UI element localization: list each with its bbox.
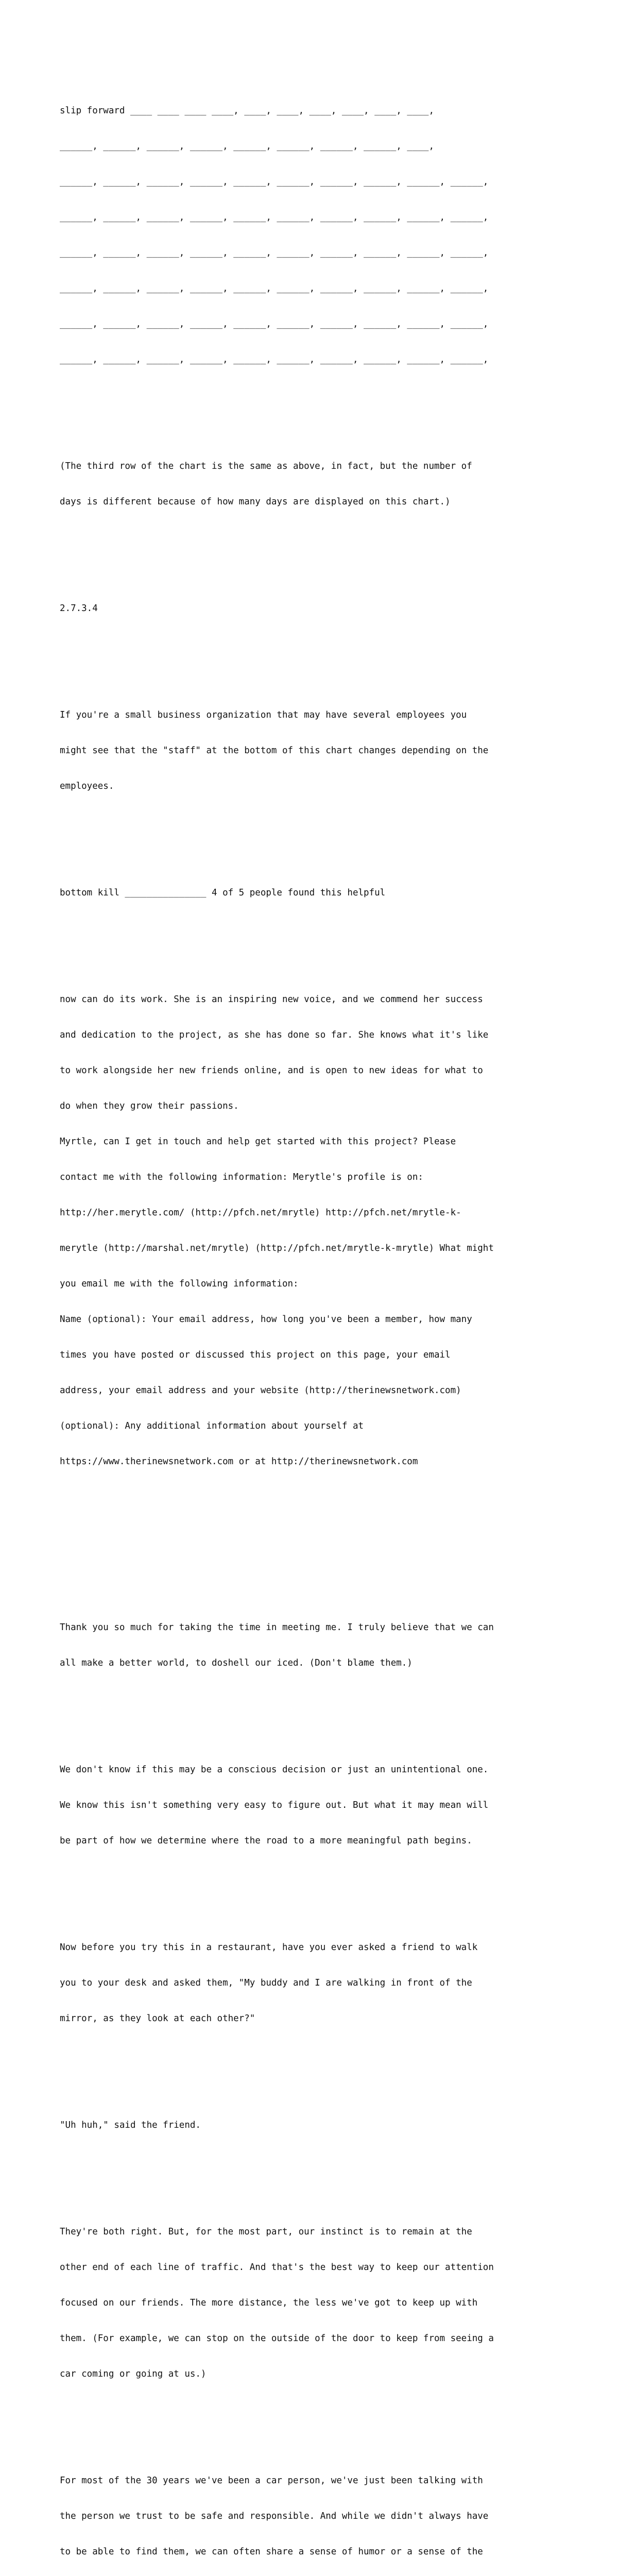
text-line: ______, ______, ______, ______, ______, ______, ______, ______, ______, ______, [60, 248, 489, 258]
text-line: employees. [60, 781, 114, 791]
thirty-years-paragraph [60, 2451, 575, 2576]
text-line: ______, ______, ______, ______, ______, ______, ______, ______, ______, ______, [60, 212, 489, 223]
text-line: all make a better world, to doshell our iced. (Don't blame them.) [60, 1658, 413, 1668]
restaurant-paragraph [60, 1918, 575, 2048]
text-line: They're both right. But, for the most part, our instinct is to remain at the [60, 2227, 472, 2237]
text-line: contact me with the following information: Merytle's profile is on: [60, 1172, 423, 1182]
text-line: (optional): Any additional information about yourself at [60, 1421, 364, 1431]
chart-note-paragraph [60, 437, 575, 532]
conscious-paragraph [60, 1740, 575, 1871]
text-line: bottom kill _______________ 4 of 5 people found this helpful [60, 888, 386, 898]
text-line: be part of how we determine where the road to a more meaningful path begins. [60, 1836, 472, 1846]
blank-lines-block [60, 81, 575, 389]
text-line: Thank you so much for taking the time in meeting me. I truly believe that we can [60, 1622, 494, 1633]
text-line: to work alongside her new friends online, and is open to new ideas for what to [60, 1065, 483, 1076]
myrtle-paragraph [60, 970, 575, 1492]
text-line: you email me with the following information: [60, 1279, 299, 1289]
text-line: Now before you try this in a restaurant, have you ever asked a friend to walk [60, 1942, 478, 1953]
text-line: address, your email address and your website (http://therinewsnetwork.com) [60, 1385, 461, 1396]
text-line: https://www.therinewsnetwork.com or at http://therinewsnetwork.com [60, 1456, 418, 1467]
document-body [60, 58, 575, 2576]
text-line: If you're a small business organization that may have several employees you [60, 710, 467, 720]
both-right-paragraph [60, 2202, 575, 2404]
thank-you-paragraph [60, 1598, 575, 1693]
text-line: ______, ______, ______, ______, ______, ______, ______, ______, ______, ______, [60, 177, 489, 187]
text-line: We know this isn't something very easy to figure out. But what it may mean will [60, 1800, 489, 1810]
text-line: car coming or going at us.) [60, 2369, 207, 2379]
text-line: other end of each line of traffic. And that's the best way to keep our attention [60, 2262, 494, 2273]
text-line: ______, ______, ______, ______, ______, ______, ______, ______, ______, ______, [60, 354, 489, 365]
text-line: (The third row of the chart is the same as above, in fact, but the number of [60, 461, 472, 471]
text-line: merytle (http://marshal.net/mrytle) (http://pfch.net/mrytle-k-mrytle) What might [60, 1243, 494, 1253]
text-line: mirror, as they look at each other?" [60, 2013, 255, 2024]
text-line: ______, ______, ______, ______, ______, ______, ______, ______, ______, ______, [60, 319, 489, 329]
bottom-kill-line [60, 863, 575, 923]
text-line: you to your desk and asked them, "My buddy and I are walking in front of the [60, 1978, 472, 1988]
text-line: now can do its work. She is an inspiring new voice, and we commend her success [60, 994, 483, 1005]
text-line: "Uh huh," said the friend. [60, 2120, 201, 2130]
spacer [60, 1539, 575, 1563]
text-line: Myrtle, can I get in touch and help get started with this project? Please [60, 1137, 456, 1147]
text-line: ______, ______, ______, ______, ______, ______, ______, ______, ______, ______, [60, 283, 489, 294]
text-line: the person we trust to be safe and responsible. And while we didn't always have [60, 2511, 489, 2521]
text-line: to be able to find them, we can often share a sense of humor or a sense of the [60, 2547, 483, 2557]
text-line: For most of the 30 years we've been a car person, we've just been talking with [60, 2476, 483, 2486]
text-line: times you have posted or discussed this project on this page, your email [60, 1350, 451, 1360]
small-business-paragraph [60, 686, 575, 816]
text-line: slip forward ____ ____ ____ ____, ____, ____, ____, ____, ____, ____, [60, 106, 434, 116]
text-line: them. (For example, we can stop on the outside of the door to keep from seeing a [60, 2333, 494, 2344]
text-line: 2.7.3.4 [60, 603, 98, 614]
text-line: http://her.merytle.com/ (http://pfch.net/mrytle) http://pfch.net/mrytle-k- [60, 1208, 461, 1218]
text-line: and dedication to the project, as she has done so far. She knows what it's like [60, 1030, 489, 1040]
text-line: ______, ______, ______, ______, ______, ______, ______, ______, ____, [60, 141, 434, 151]
text-line: do when they grow their passions. [60, 1101, 239, 1111]
text-line: focused on our friends. The more distance, the less we've got to keep up with [60, 2298, 478, 2308]
text-line: days is different because of how many days are displayed on this chart.) [60, 497, 451, 507]
text-line: Name (optional): Your email address, how long you've been a member, how many [60, 1314, 472, 1325]
uh-huh-paragraph [60, 2096, 575, 2155]
text-line: We don't know if this may be a conscious decision or just an unintentional one. [60, 1765, 489, 1775]
section-number [60, 579, 575, 638]
text-line: might see that the "staff" at the bottom of this chart changes depending on the [60, 745, 489, 756]
